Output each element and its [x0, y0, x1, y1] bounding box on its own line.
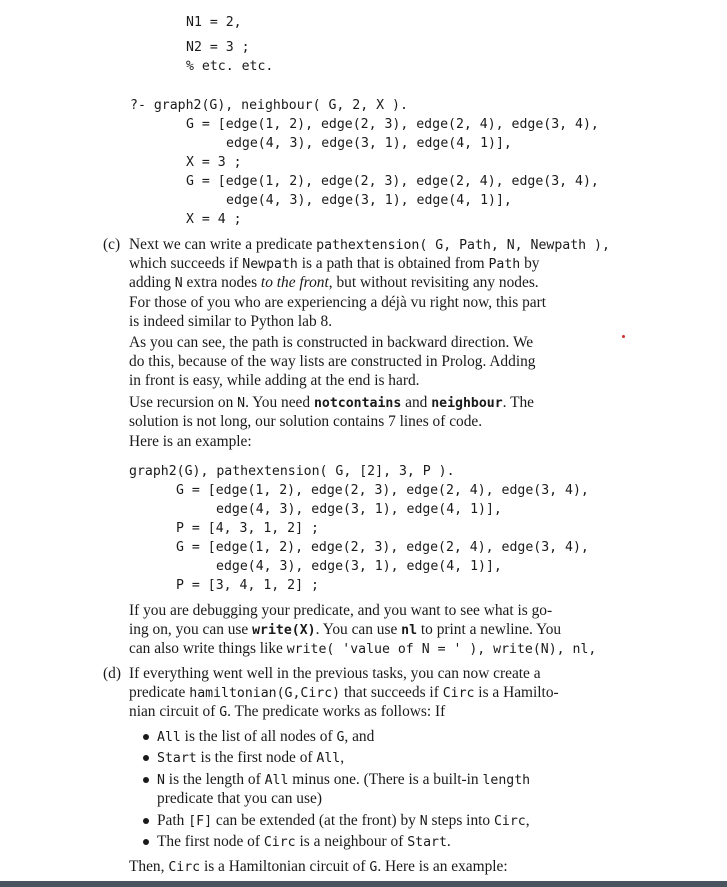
paragraph-line [129, 371, 420, 390]
text-run: N [237, 396, 246, 411]
paragraph-line [129, 254, 540, 274]
text-run: that succeeds if [340, 684, 443, 701]
text-run: , but without revisiting any nodes. [328, 274, 539, 291]
text-run: by [520, 255, 540, 272]
paragraph-line [129, 857, 508, 877]
text-run: nl [401, 623, 418, 638]
text-run: , [525, 812, 530, 829]
text-run: can also write things like [129, 640, 287, 657]
text-run: is the length of [164, 771, 265, 788]
text-run: is the first node of [196, 749, 317, 766]
text-run: N [157, 773, 165, 788]
text-run: is the list of all nodes of [180, 728, 337, 745]
paragraph-line [129, 601, 552, 620]
text-run: . The predicate works as follows: If [227, 703, 446, 720]
bullet-icon [143, 818, 149, 824]
text-run: neighbour [431, 396, 503, 411]
text-run: in front is easy, while adding at the end is hard. [129, 372, 420, 389]
code-line: X = 3 ; [186, 155, 242, 170]
text-run: is a neighbour of [295, 833, 408, 850]
text-run: pathextension( G, Path, N, Newpath ), [316, 238, 610, 253]
paragraph-line [129, 235, 610, 255]
bullet-icon [143, 777, 149, 783]
text-run: As you can see, the path is constructed in backward direction. We [129, 334, 534, 351]
text-run: Circ [168, 860, 201, 875]
paragraph-line [129, 273, 539, 293]
bullet-item [157, 770, 530, 790]
text-run: . [446, 833, 451, 850]
paragraph-line [129, 639, 596, 659]
bullet-icon [143, 839, 149, 845]
text-run: Here is an example: [129, 433, 252, 450]
code-line: X = 4 ; [186, 212, 242, 227]
text-run: If you are debugging your predicate, and you want to see what is go- [129, 602, 553, 619]
text-run: do this, because of the way lists are constructed in Prolog. Adding [129, 353, 536, 370]
text-run: notcontains [313, 396, 402, 411]
text-run: Next we can write a predicate [129, 236, 317, 253]
text-run: All [316, 751, 341, 766]
bottom-edge-bar [0, 881, 727, 887]
item-label: (d) [103, 665, 121, 682]
text-run: predicate [129, 684, 190, 701]
text-run: All [264, 773, 289, 788]
text-run: nian circuit of [129, 703, 220, 720]
text-run: , and [344, 728, 375, 745]
text-run: length [482, 773, 531, 788]
code-line: edge(4, 3), edge(3, 1), edge(4, 1)], [226, 193, 512, 208]
paragraph-line [129, 683, 559, 703]
text-run: is indeed similar to Python lab 8. [129, 313, 333, 330]
text-run: Start [407, 835, 447, 850]
text-run: G [336, 730, 345, 745]
paragraph-line [129, 333, 533, 352]
bullet-icon [143, 734, 149, 740]
text-run: Then, [129, 858, 169, 875]
paragraph-line [129, 293, 546, 312]
text-run: steps into [427, 812, 494, 829]
paragraph-line [129, 664, 541, 683]
text-run: minus one. (There is a built-in [288, 771, 483, 788]
code-line: N2 = 3 ; [186, 40, 250, 55]
bullet-item [157, 832, 451, 852]
text-run: to the front [260, 274, 329, 291]
text-run: N [174, 276, 183, 291]
text-run: The first node of [157, 833, 264, 850]
bullet-item [157, 748, 344, 768]
text-run: predicate that you can use) [157, 790, 322, 807]
code-line: G = [edge(1, 2), edge(2, 3), edge(2, 4), edge(3, 4), [186, 174, 599, 189]
text-run: , [340, 749, 345, 766]
paragraph-line [129, 412, 482, 431]
text-run: can be extended (at the front) by [212, 812, 420, 829]
paragraph-line [129, 312, 332, 331]
text-run: and [401, 394, 432, 411]
text-run: If everything went well in the previous tasks, you can now create a [129, 665, 541, 682]
text-run: ing on, you can use [129, 621, 253, 638]
code-line: G = [edge(1, 2), edge(2, 3), edge(2, 4), edge(3, 4), [176, 483, 589, 498]
text-run: . You can use [315, 621, 402, 638]
text-run: is a Hamilto- [474, 684, 559, 701]
code-line: graph2(G), pathextension( G, [2], 3, P ). [129, 464, 455, 479]
text-run: . The [502, 394, 535, 411]
text-run: G [219, 705, 228, 720]
code-line: G = [edge(1, 2), edge(2, 3), edge(2, 4), edge(3, 4), [176, 540, 589, 555]
text-run: N [419, 814, 428, 829]
text-run: write( 'value of N = ' ), write(N), nl, [286, 642, 597, 657]
paragraph-line [129, 393, 534, 413]
text-run: . Here is an example: [377, 858, 508, 875]
text-run: Circ [263, 835, 296, 850]
code-line: G = [edge(1, 2), edge(2, 3), edge(2, 4), edge(3, 4), [186, 117, 599, 132]
paragraph-line [129, 352, 536, 371]
text-run: is a Hamiltonian circuit of [200, 858, 370, 875]
code-line: N1 = 2, [186, 15, 242, 30]
text-run: . You need [245, 394, 314, 411]
text-run: G [369, 860, 378, 875]
bullet-item [157, 727, 374, 747]
text-run: to print a newline. You [417, 621, 562, 638]
code-line: edge(4, 3), edge(3, 1), edge(4, 1)], [216, 502, 502, 517]
bullet-item [157, 811, 530, 831]
text-run: extra nodes [182, 274, 261, 291]
text-run: For those of you who are experiencing a déjà vu right now, this part [129, 294, 547, 311]
text-run: Use recursion on [129, 394, 238, 411]
red-dot-mark [622, 335, 625, 338]
code-line: edge(4, 3), edge(3, 1), edge(4, 1)], [226, 136, 512, 151]
text-run: Circ [442, 686, 475, 701]
text-run: solution is not long, our solution contains 7 lines of code. [129, 413, 483, 430]
text-run: All [157, 730, 181, 745]
text-run: Path [488, 257, 521, 272]
paragraph-line [129, 432, 252, 451]
paragraph-line [129, 620, 561, 640]
text-run: Start [157, 751, 197, 766]
code-line: % etc. etc. [186, 59, 274, 74]
text-run: which succeeds if [129, 255, 243, 272]
bullet-item-continuation [157, 789, 322, 808]
text-run: [F] [188, 814, 213, 829]
code-line: P = [4, 3, 1, 2] ; [176, 521, 319, 536]
text-run: Circ [493, 814, 526, 829]
text-run: adding [129, 274, 175, 291]
item-label: (c) [103, 236, 121, 253]
bullet-icon [143, 755, 149, 761]
code-line: ?- graph2(G), neighbour( G, 2, X ). [130, 98, 408, 113]
paragraph-line [129, 702, 445, 722]
code-line: P = [3, 4, 1, 2] ; [176, 578, 319, 593]
text-run: Path [157, 812, 189, 829]
text-run: hamiltonian(G,Circ) [189, 686, 341, 701]
text-run: Newpath [242, 257, 298, 272]
text-run: is a path that is obtained from [297, 255, 489, 272]
code-line: edge(4, 3), edge(3, 1), edge(4, 1)], [216, 559, 502, 574]
text-run: write(X) [252, 623, 316, 638]
